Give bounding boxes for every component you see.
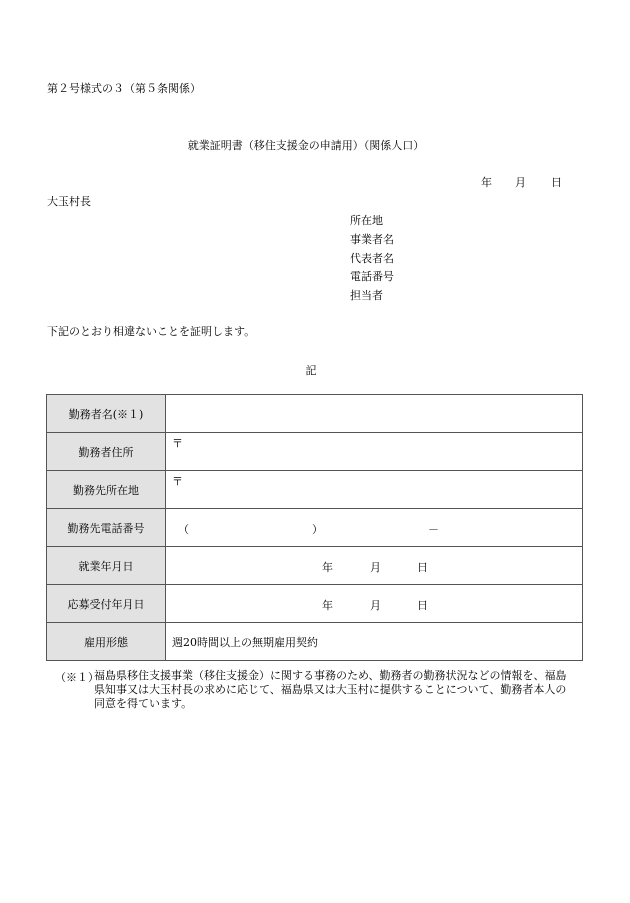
form-number: 第２号様式の３（第５条関係） — [47, 82, 201, 95]
phone-paren-open: （ — [178, 523, 189, 536]
table-row — [47, 585, 583, 623]
worker-address-field[interactable] — [166, 433, 583, 471]
phone-dash: － — [428, 523, 439, 536]
row-label-employment-type: 雇用形態 — [47, 623, 166, 661]
addressee: 大玉村長 — [47, 195, 91, 208]
row-label-workplace-phone: 勤務先電話番号 — [47, 509, 166, 547]
month-label: 月 — [370, 599, 381, 612]
row-label-worker-name: 勤務者名(※１) — [47, 395, 166, 433]
application-date-field[interactable] — [166, 585, 583, 623]
date-year-label: 年 — [481, 176, 492, 189]
row-label-worker-address: 勤務者住所 — [47, 433, 166, 471]
phone-paren-close: ） — [312, 523, 323, 536]
table-row — [47, 623, 583, 661]
issuer-representative-label: 代表者名 — [350, 252, 394, 265]
year-label: 年 — [322, 561, 333, 574]
issuer-address-label: 所在地 — [350, 214, 383, 227]
table-row — [47, 509, 583, 547]
row-label-application-date: 応募受付年月日 — [47, 585, 166, 623]
day-label: 日 — [417, 599, 428, 612]
worker-name-field[interactable] — [166, 395, 583, 433]
issuer-phone-label: 電話番号 — [350, 270, 394, 283]
day-label: 日 — [417, 561, 428, 574]
document-title: 就業証明書（移住支援金の申請用）（関係人口） — [187, 139, 425, 152]
certification-statement: 下記のとおり相違ないことを証明します。 — [47, 325, 256, 338]
note-marker: （※１） — [55, 671, 99, 684]
postal-mark: 〒 — [172, 437, 183, 450]
table-row — [47, 433, 583, 471]
workplace-address-field[interactable] — [166, 471, 583, 509]
note-text: 福島県移住支援事業（移住支援金）に関する事務のため、勤務者の勤務状況などの情報を、福島県知事又は大玉村長の求めに応じて、福島県又は大玉村に提供することについて、勤務者本人の同意を得ています。 — [94, 669, 567, 710]
table-row — [47, 547, 583, 585]
ki-heading: 記 — [305, 364, 317, 377]
postal-mark: 〒 — [172, 475, 183, 488]
row-label-workplace-address: 勤務先所在地 — [47, 471, 166, 509]
month-label: 月 — [370, 561, 381, 574]
year-label: 年 — [322, 599, 333, 612]
employment-type-value: 週20時間以上の無期雇用契約 — [166, 623, 583, 661]
details-table — [46, 394, 583, 661]
issuer-contact-label: 担当者 — [350, 289, 383, 302]
employment-date-field[interactable] — [166, 547, 583, 585]
table-row — [47, 471, 583, 509]
row-label-employment-date: 就業年月日 — [47, 547, 166, 585]
date-day-label: 日 — [551, 176, 562, 189]
table-row — [47, 395, 583, 433]
workplace-phone-field[interactable] — [166, 509, 583, 547]
issuer-company-label: 事業者名 — [350, 233, 394, 246]
date-month-label: 月 — [515, 176, 526, 189]
